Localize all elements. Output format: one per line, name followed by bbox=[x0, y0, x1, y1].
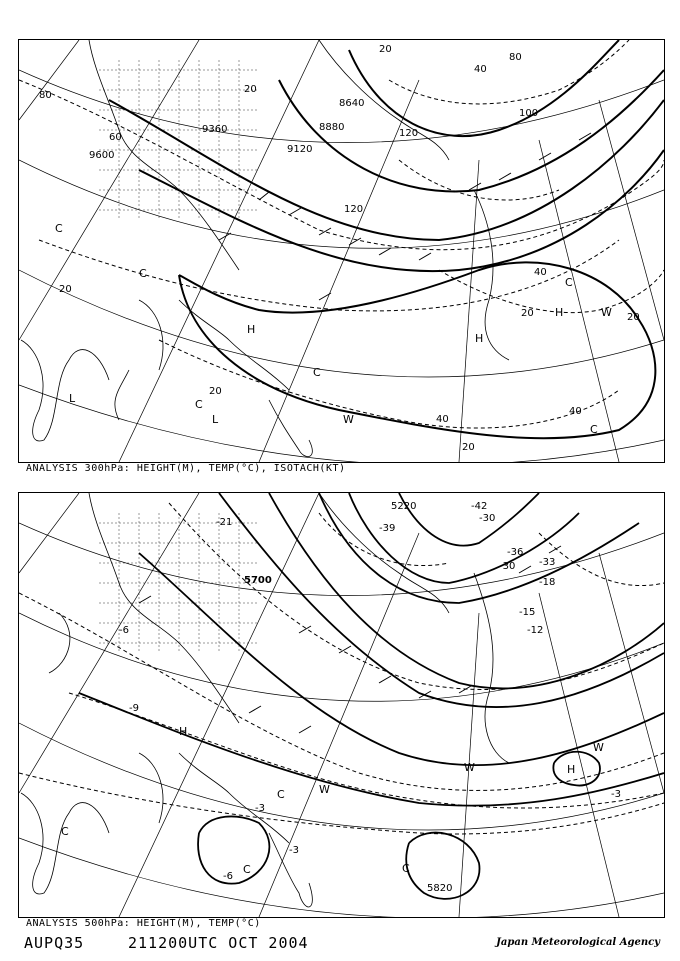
system-marker: W bbox=[319, 783, 330, 796]
system-marker: H bbox=[555, 306, 564, 319]
value-label: -3 bbox=[289, 845, 299, 856]
chart-datetime: 211200UTC OCT 2004 bbox=[128, 934, 309, 952]
height-label: 5220 bbox=[391, 501, 417, 512]
wind-barbs bbox=[139, 546, 561, 733]
value-label: -18 bbox=[539, 577, 556, 588]
system-marker: C bbox=[139, 267, 147, 280]
system-marker: W bbox=[601, 306, 612, 319]
system-marker: W bbox=[593, 741, 604, 754]
value-label: 20 bbox=[379, 44, 392, 55]
value-label: -15 bbox=[519, 607, 536, 618]
height-label: 9600 bbox=[89, 150, 115, 161]
system-marker: C bbox=[313, 366, 321, 379]
system-marker: L bbox=[69, 392, 76, 405]
system-marker: W bbox=[343, 413, 354, 426]
system-marker: C bbox=[590, 423, 598, 436]
value-label: -9 bbox=[129, 703, 139, 714]
panel-caption-300hpa: ANALYSIS 300hPa: HEIGHT(M), TEMP(°C), ISOTACH(KT) bbox=[26, 463, 346, 474]
system-marker: H bbox=[247, 323, 256, 336]
height-label: 5820 bbox=[427, 883, 453, 894]
value-label: -30 bbox=[499, 561, 516, 572]
system-marker: W bbox=[464, 761, 475, 774]
system-marker: C bbox=[61, 825, 69, 838]
value-label: 60 bbox=[109, 132, 122, 143]
value-label: -6 bbox=[223, 871, 233, 882]
system-marker: C bbox=[565, 276, 573, 289]
value-label: -30 bbox=[479, 513, 496, 524]
system-marker: C bbox=[195, 398, 203, 411]
map-300hpa-svg bbox=[19, 40, 664, 462]
height-contours bbox=[109, 40, 664, 438]
value-label: 20 bbox=[59, 284, 72, 295]
value-label: -6 bbox=[119, 625, 129, 636]
pressure-systems bbox=[61, 725, 604, 876]
system-marker: C bbox=[243, 863, 251, 876]
value-label: -21 bbox=[216, 517, 233, 528]
height-label: 8880 bbox=[319, 122, 345, 133]
map-panel-300hpa bbox=[18, 39, 665, 463]
system-marker: L bbox=[212, 413, 219, 426]
contour-labels bbox=[119, 501, 621, 894]
value-label: -36 bbox=[507, 547, 524, 558]
value-label: -12 bbox=[527, 625, 544, 636]
value-label: 20 bbox=[209, 386, 222, 397]
system-marker: C bbox=[55, 222, 63, 235]
value-label: 40 bbox=[534, 267, 547, 278]
height-contours bbox=[79, 493, 664, 899]
graticule bbox=[19, 493, 664, 917]
value-label: -42 bbox=[471, 501, 488, 512]
height-label: 9360 bbox=[202, 124, 228, 135]
value-label: 40 bbox=[436, 414, 449, 425]
system-marker: C bbox=[402, 862, 410, 875]
system-marker: C bbox=[277, 788, 285, 801]
value-label: -3 bbox=[611, 789, 621, 800]
value-label: 20 bbox=[462, 442, 475, 453]
map-500hpa-svg bbox=[19, 493, 664, 917]
value-label: -3 bbox=[255, 803, 265, 814]
value-label: 80 bbox=[509, 52, 522, 63]
value-label: 20 bbox=[627, 312, 640, 323]
value-label: 80 bbox=[39, 90, 52, 101]
system-marker: H bbox=[475, 332, 484, 345]
agency-credit: Japan Meteorological Agency bbox=[496, 937, 660, 948]
value-label: 20 bbox=[521, 308, 534, 319]
coastlines bbox=[21, 40, 509, 457]
value-label: 120 bbox=[344, 204, 364, 215]
value-label: -33 bbox=[539, 557, 556, 568]
chart-code: AUPQ35 bbox=[24, 934, 85, 952]
value-label: -39 bbox=[379, 523, 396, 534]
map-panel-500hpa bbox=[18, 492, 665, 918]
value-label: 20 bbox=[244, 84, 257, 95]
system-marker: H bbox=[179, 725, 188, 738]
value-label: 100 bbox=[519, 108, 539, 119]
panel-caption-500hpa: ANALYSIS 500hPa: HEIGHT(M), TEMP(°C) bbox=[26, 918, 261, 929]
value-label: 120 bbox=[399, 128, 419, 139]
system-marker: H bbox=[567, 763, 576, 776]
contour-labels bbox=[39, 44, 640, 453]
value-label: 40 bbox=[569, 406, 582, 417]
value-label: 40 bbox=[474, 64, 487, 75]
height-label: 8640 bbox=[339, 98, 365, 109]
height-label: 5700 bbox=[244, 575, 272, 586]
height-label: 9120 bbox=[287, 144, 313, 155]
